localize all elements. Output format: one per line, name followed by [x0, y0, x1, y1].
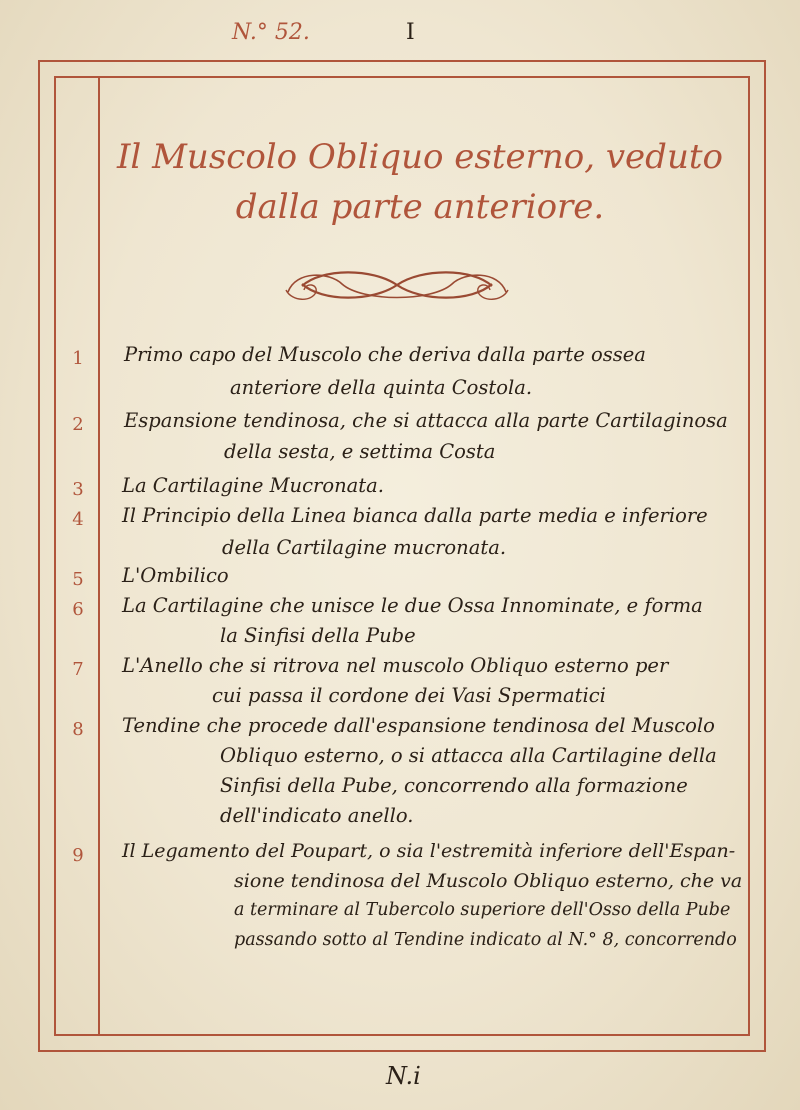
page-title [110, 132, 730, 232]
frame-outer-left [38, 60, 40, 1052]
frame-outer-top [38, 60, 766, 62]
entry-2-line-1: Espansione tendinosa, che si attacca alla parte Cartilaginosa [124, 409, 728, 432]
entry-1-line-1: Primo capo del Muscolo che deriva dalla parte ossea [124, 343, 646, 366]
entry-number: 7 [72, 659, 84, 680]
title-line-1: Il Muscolo Obliquo esterno, veduto [117, 137, 723, 177]
entry-5-line-1: L'Ombilico [122, 564, 229, 587]
entry-8-line-3: Sinfisi della Pube, concorrendo alla formazione [220, 774, 688, 797]
entry-number: 2 [72, 414, 84, 435]
frame-outer-bottom [38, 1050, 766, 1052]
title-line-2: dalla parte anteriore. [235, 187, 605, 227]
entry-4-line-1: Il Principio della Linea bianca dalla parte media e inferiore [122, 504, 708, 527]
entry-1-line-2: anteriore della quinta Costola. [230, 376, 533, 399]
signature-mark: N.i [386, 1062, 421, 1090]
entry-6-line-2: la Sinfisi della Pube [220, 624, 416, 647]
page-number: I [406, 20, 415, 45]
entry-8-line-1: Tendine che procede dall'espansione tendinosa del Muscolo [122, 714, 715, 737]
entry-3-line-1: La Cartilagine Mucronata. [122, 474, 384, 497]
entry-7-line-1: L'Anello che si ritrova nel muscolo Obliquo esterno per [122, 654, 669, 677]
entry-number: 3 [72, 479, 84, 500]
calligraphic-flourish [282, 262, 512, 308]
entry-2-line-2: della sesta, e settima Costa [224, 440, 496, 463]
frame-inner-bottom [54, 1034, 750, 1036]
entry-number: 1 [72, 348, 84, 369]
plate-number: N.° 52. [232, 20, 310, 45]
entry-number: 6 [72, 599, 84, 620]
entry-number: 5 [72, 569, 84, 590]
frame-inner-left [54, 76, 56, 1036]
frame-inner-right [748, 76, 750, 1036]
entry-6-line-1: La Cartilagine che unisce le due Ossa Innominate, e forma [122, 594, 703, 617]
entry-9-line-4: passando sotto al Tendine indicato al N.° 8, concorrendo [234, 930, 737, 950]
entry-number: 9 [72, 845, 84, 866]
entry-number: 8 [72, 719, 84, 740]
number-column-rule [98, 76, 100, 1036]
entry-9-line-3: a terminare al Tubercolo superiore dell'Osso della Pube [234, 900, 731, 920]
entry-7-line-2: cui passa il cordone dei Vasi Spermatici [212, 684, 606, 707]
entry-4-line-2: della Cartilagine mucronata. [222, 536, 507, 559]
entry-8-line-4: dell'indicato anello. [220, 804, 414, 827]
entry-8-line-2: Obliquo esterno, o si attacca alla Cartilagine della [220, 744, 717, 767]
frame-inner-top [54, 76, 750, 78]
frame-outer-right [764, 60, 766, 1052]
entry-9-line-1: Il Legamento del Poupart, o sia l'estremità inferiore dell'Espan- [122, 840, 736, 862]
entry-9-line-2: sione tendinosa del Muscolo Obliquo esterno, che va [234, 870, 743, 892]
entry-number: 4 [72, 509, 84, 530]
